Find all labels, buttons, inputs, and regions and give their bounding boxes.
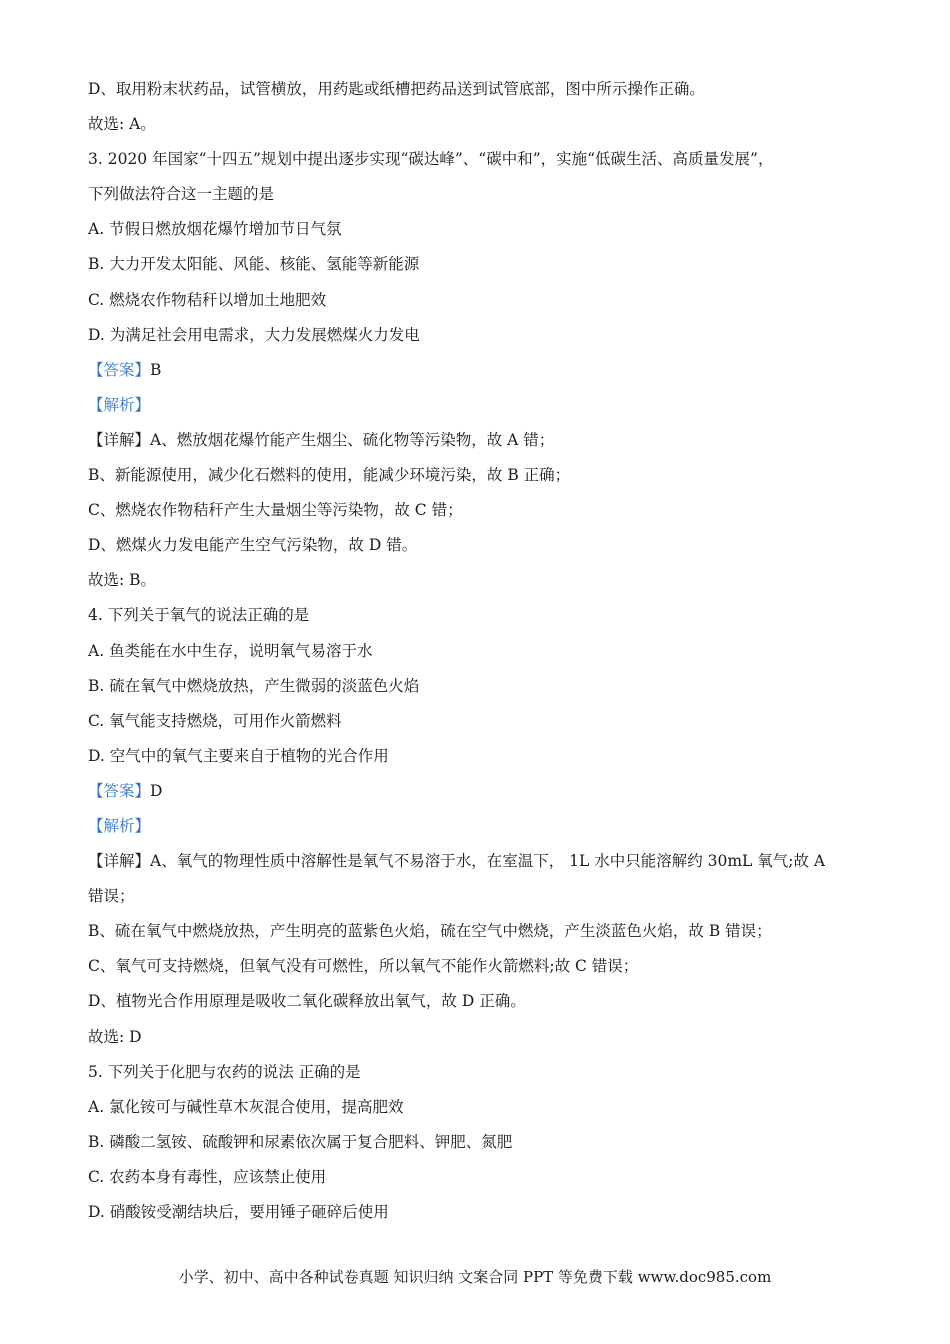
question-4-detail: 错误； <box>88 887 135 906</box>
question-4-detail: D、植物光合作用原理是吸收二氧化碳释放出氧气，故 D 正确。 <box>88 992 526 1011</box>
question-5-option-b: B. 磷酸二氢铵、硫酸钾和尿素依次属于复合肥料、钾肥、氮肥 <box>88 1132 513 1151</box>
question-4-detail: 【详解】A、氧气的物理性质中溶解性是氧气不易溶于水，在室温下， 1L 水中只能溶解约 30mL 氧气;故 A <box>88 852 826 871</box>
question-4-analysis-tag: 【解析】 <box>88 816 151 835</box>
answer-value: D <box>150 781 163 800</box>
question-3-conclusion: 故选: B。 <box>88 571 157 590</box>
question-3-option-c: C. 燃烧农作物秸秆以增加土地肥效 <box>88 290 327 309</box>
question-4-option-d: D. 空气中的氧气主要来自于植物的光合作用 <box>88 746 389 765</box>
question-3-stem-cont: 下列做法符合这一主题的是 <box>88 185 275 204</box>
page-footer: 小学、初中、高中各种试卷真题 知识归纳 文案合同 PPT 等免费下载 www.doc985.com <box>178 1268 772 1286</box>
question-3-stem: 3. 2020 年国家“十四五”规划中提出逐步实现“碳达峰”、“碳中和”，实施“低碳生活、高质量发展”， <box>88 150 774 169</box>
question-4-answer <box>88 774 888 809</box>
question-3-answer <box>88 353 888 388</box>
question-3-option-a: A. 节假日燃放烟花爆竹增加节日气氛 <box>88 220 342 239</box>
document-page <box>88 72 888 1230</box>
question-4-option-a: A. 鱼类能在水中生存，说明氧气易溶于水 <box>88 641 373 660</box>
answer-tag: 【答案】 <box>88 781 151 800</box>
question-4-stem: 4. 下列关于氧气的说法正确的是 <box>88 606 310 625</box>
text-line: D、取用粉末状药品，试管横放，用药匙或纸槽把药品送到试管底部，图中所示操作正确。 <box>88 80 705 98</box>
question-5-option-c: C. 农药本身有毒性，应该禁止使用 <box>88 1167 327 1186</box>
question-4-conclusion: 故选: D <box>88 1027 142 1046</box>
text-line: 故选: A。 <box>88 115 156 134</box>
question-4-detail: B、硫在氧气中燃烧放热，产生明亮的蓝紫色火焰，硫在空气中燃烧，产生淡蓝色火焰，故 B 错误； <box>88 922 772 941</box>
question-3-analysis-tag: 【解析】 <box>88 395 151 414</box>
question-3-option-d: D. 为满足社会用电需求，大力发展燃煤火力发电 <box>88 325 420 344</box>
question-5-stem: 5. 下列关于化肥与农药的说法 正确的是 <box>88 1062 361 1081</box>
question-3-detail: D、燃煤火力发电能产生空气污染物，故 D 错。 <box>88 536 418 555</box>
question-3-detail: B、新能源使用，减少化石燃料的使用，能减少环境污染，故 B 正确； <box>88 466 571 485</box>
question-5-option-d: D. 硝酸铵受潮结块后，要用锤子砸碎后使用 <box>88 1203 389 1221</box>
question-3-detail: 【详解】A、燃放烟花爆竹能产生烟尘、硫化物等污染物，故 A 错； <box>88 430 555 449</box>
question-5-option-a: A. 氯化铵可与碱性草木灰混合使用，提高肥效 <box>88 1097 404 1116</box>
question-3-detail: C、燃烧农作物秸秆产生大量烟尘等污染物，故 C 错； <box>88 501 463 520</box>
question-4-option-c: C. 氧气能支持燃烧，可用作火箭燃料 <box>88 711 342 730</box>
answer-tag: 【答案】 <box>88 360 151 379</box>
question-4-detail: C、氧气可支持燃烧，但氧气没有可燃性，所以氧气不能作火箭燃料;故 C 错误； <box>88 957 639 976</box>
question-3-option-b: B. 大力开发太阳能、风能、核能、氢能等新能源 <box>88 255 420 274</box>
answer-value: B <box>150 360 162 379</box>
question-4-option-b: B. 硫在氧气中燃烧放热，产生微弱的淡蓝色火焰 <box>88 676 420 695</box>
